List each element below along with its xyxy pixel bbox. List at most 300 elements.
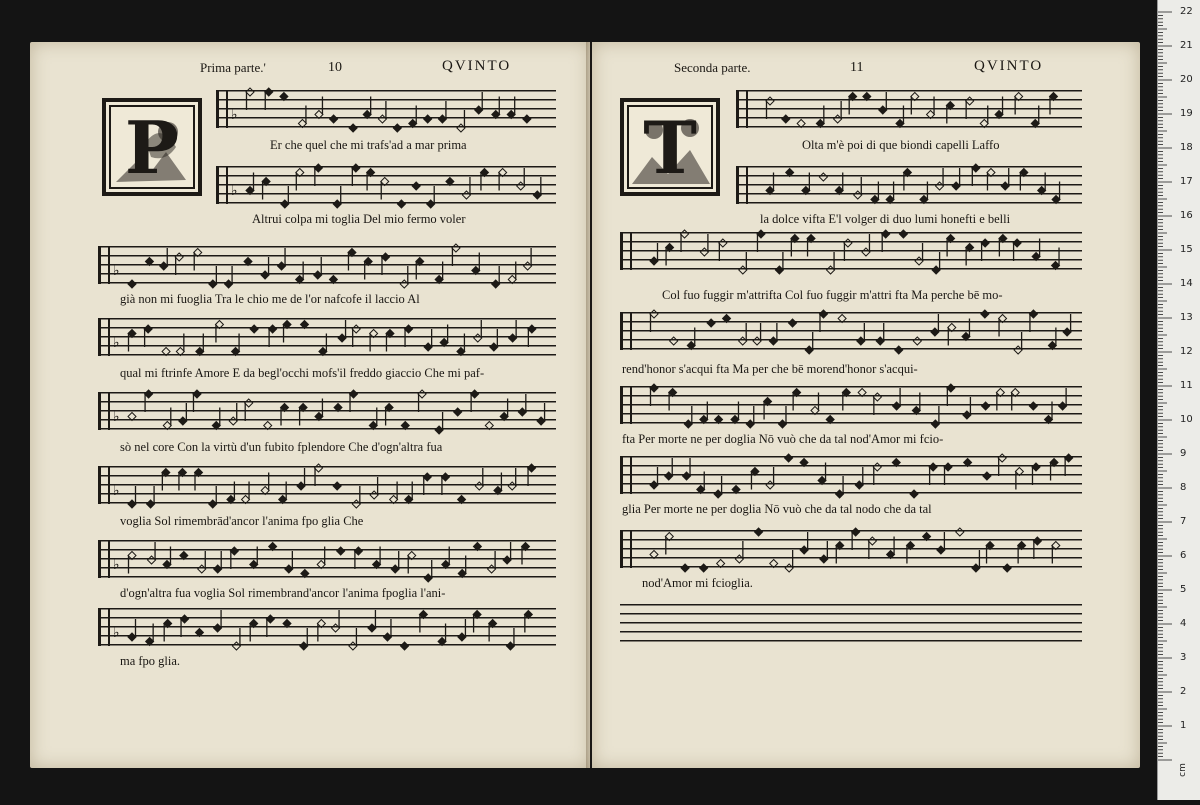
note-head — [409, 120, 417, 128]
note-head — [893, 402, 901, 410]
note-head — [400, 280, 408, 288]
note-head — [338, 334, 346, 342]
note-head — [1001, 182, 1009, 190]
note-head — [962, 333, 970, 341]
note-head — [378, 115, 386, 123]
note-head — [266, 615, 274, 623]
ruler-number: 10 — [1180, 414, 1193, 425]
note-head — [317, 620, 325, 628]
note-head — [458, 570, 466, 578]
note-head — [681, 564, 689, 572]
note-head — [687, 342, 695, 350]
note-head — [732, 486, 740, 494]
note-head — [517, 182, 525, 190]
note-head — [963, 411, 971, 419]
note-head — [987, 169, 995, 177]
note-head — [981, 239, 989, 247]
note-head — [650, 257, 658, 265]
note-head — [684, 420, 692, 428]
note-head — [857, 337, 865, 345]
ruler-number: 7 — [1180, 516, 1187, 527]
note-head — [910, 490, 918, 498]
note-head — [145, 258, 153, 266]
note-head — [179, 417, 187, 425]
note-head — [297, 482, 305, 490]
note-head — [245, 399, 253, 407]
note-head — [499, 169, 507, 177]
note-head — [775, 266, 783, 274]
staff: ♭ — [98, 608, 556, 646]
note-head — [920, 196, 928, 204]
note-head — [246, 88, 254, 96]
note-head — [800, 459, 808, 467]
note-head — [250, 325, 258, 333]
note-head — [670, 337, 678, 345]
note-head — [1015, 468, 1023, 476]
note-head — [397, 200, 405, 208]
note-head — [264, 422, 272, 430]
note-head — [707, 319, 715, 327]
ruler-number: 17 — [1180, 176, 1193, 187]
note-head — [931, 420, 939, 428]
note-head — [458, 633, 466, 641]
note-head — [766, 481, 774, 489]
note-head — [348, 249, 356, 257]
note-head — [862, 248, 870, 256]
lyric-line: fta Per morte ne per doglia Nō vuò che da tal nod'Amor mi fcio- — [622, 432, 944, 446]
note-head — [178, 469, 186, 477]
note-head — [1063, 328, 1071, 336]
note-head — [244, 258, 252, 266]
note-head — [225, 280, 233, 288]
note-head — [368, 624, 376, 632]
note-head — [811, 407, 819, 415]
note-head — [947, 235, 955, 243]
note-head — [435, 276, 443, 284]
note-head — [349, 124, 357, 132]
note-head — [480, 169, 488, 177]
note-head — [162, 469, 170, 477]
note-head — [700, 564, 708, 572]
note-head — [1031, 120, 1039, 128]
note-head — [1044, 416, 1052, 424]
note-head — [952, 182, 960, 190]
note-head — [363, 111, 371, 119]
staff: ♭ — [98, 466, 556, 504]
note-head — [1050, 459, 1058, 467]
note-head — [454, 408, 462, 416]
note-head — [315, 464, 323, 472]
note-head — [440, 339, 448, 347]
note-head — [473, 611, 481, 619]
note-head — [838, 315, 846, 323]
note-head — [929, 463, 937, 471]
note-head — [462, 191, 470, 199]
note-head — [278, 262, 286, 270]
note-head — [766, 97, 774, 105]
note-head — [523, 115, 531, 123]
lyric-line: la dolce vifta E'l volger di duo lumi honefti e belli — [760, 212, 1011, 226]
note-head — [524, 611, 532, 619]
note-head — [522, 543, 530, 551]
note-head — [373, 561, 381, 569]
note-head — [1029, 402, 1037, 410]
note-head — [764, 398, 772, 406]
note-head — [230, 547, 238, 555]
note-head — [1029, 310, 1037, 318]
note-head — [261, 271, 269, 279]
note-head — [995, 111, 1003, 119]
note-head — [981, 310, 989, 318]
note-head — [947, 384, 955, 392]
note-head — [508, 276, 516, 284]
right-part-title: Seconda parte. — [674, 60, 751, 75]
left-part-title: Prima parte.' — [200, 60, 266, 75]
initial-letter: T — [643, 104, 697, 190]
note-head — [299, 404, 307, 412]
note-head — [650, 384, 658, 392]
lyric-line: rend'honor s'acqui fta Ma per che bē morend'honor s'acqui- — [622, 362, 918, 376]
note-head — [1052, 196, 1060, 204]
note-head — [700, 248, 708, 256]
note-head — [972, 164, 980, 172]
note-head — [966, 244, 974, 252]
note-head — [390, 496, 398, 504]
note-head — [242, 496, 250, 504]
note-head — [162, 348, 170, 356]
note-head — [669, 389, 677, 397]
note-head — [300, 642, 308, 650]
note-head — [770, 560, 778, 568]
note-head — [227, 496, 235, 504]
note-head — [1048, 342, 1056, 350]
note-head — [537, 417, 545, 425]
note-head — [820, 555, 828, 563]
note-head — [279, 496, 287, 504]
note-head — [315, 111, 323, 119]
note-head — [852, 528, 860, 536]
note-head — [175, 253, 183, 261]
note-head — [194, 249, 202, 257]
note-head — [128, 552, 136, 560]
note-head — [836, 542, 844, 550]
note-head — [370, 491, 378, 499]
note-head — [471, 390, 479, 398]
note-head — [533, 191, 541, 199]
note-head — [435, 426, 443, 434]
right-voice-label: QVINTO — [974, 58, 1044, 74]
note-head — [937, 546, 945, 554]
lyric-line: Olta m'è poi di que biondi capelli Laffo — [802, 138, 1000, 152]
note-head — [441, 473, 449, 481]
note-head — [405, 496, 413, 504]
note-head — [739, 266, 747, 274]
note-head — [666, 244, 674, 252]
note-head — [863, 93, 871, 101]
note-head — [855, 481, 863, 489]
note-head — [665, 533, 673, 541]
note-head — [296, 169, 304, 177]
note-head — [819, 173, 827, 181]
ruler-number: 1 — [1180, 720, 1187, 731]
note-head — [802, 187, 810, 195]
note-head — [412, 182, 420, 190]
note-head — [871, 196, 879, 204]
lyric-line: Col fuo fuggir m'attrifta Col fuo fuggir m'attri fta Ma perche bē mo- — [662, 288, 1003, 302]
note-head — [391, 565, 399, 573]
note-head — [1052, 262, 1060, 270]
note-head — [980, 120, 988, 128]
note-head — [1032, 253, 1040, 261]
note-head — [719, 239, 727, 247]
note-head — [350, 390, 358, 398]
note-head — [892, 459, 900, 467]
note-head — [128, 280, 136, 288]
note-head — [896, 120, 904, 128]
note-head — [819, 310, 827, 318]
note-head — [886, 196, 894, 204]
note-head — [757, 230, 765, 238]
note-head — [982, 402, 990, 410]
note-head — [785, 454, 793, 462]
note-head — [352, 325, 360, 333]
staff: ♭ — [98, 540, 556, 578]
note-head — [458, 496, 466, 504]
note-head — [250, 561, 258, 569]
note-head — [528, 464, 536, 472]
note-head — [782, 115, 790, 123]
note-head — [1052, 542, 1060, 550]
note-head — [842, 389, 850, 397]
note-head — [438, 115, 446, 123]
note-head — [283, 321, 291, 329]
note-head — [868, 537, 876, 545]
note-head — [827, 266, 835, 274]
note-head — [1015, 93, 1023, 101]
note-head — [193, 390, 201, 398]
note-head — [650, 481, 658, 489]
note-head — [419, 611, 427, 619]
note-head — [349, 642, 357, 650]
lyric-line: voglia Sol rimembrād'ancor l'anima fpo glia Che — [120, 514, 364, 528]
ruler-number: 12 — [1180, 346, 1193, 357]
note-head — [700, 416, 708, 424]
note-head — [160, 262, 168, 270]
note-head — [849, 93, 857, 101]
ruler-ticks — [1158, 0, 1200, 800]
ruler-number: 19 — [1180, 108, 1193, 119]
note-head — [369, 422, 377, 430]
note-head — [791, 235, 799, 243]
note-head — [385, 404, 393, 412]
lyric-line: glia Per morte ne per doglia Nō vuò che da tal nodo che da tal — [622, 502, 932, 516]
note-head — [818, 477, 826, 485]
lyric-line: d'ogn'altra fua voglia Sol rimembrand'ancor l'anima fpoglia l'ani- — [120, 586, 446, 600]
note-head — [209, 500, 217, 508]
note-head — [895, 346, 903, 354]
lyric-line: già non mi fuoglia Tra le chio me de l'or nafcofe il laccio Al — [120, 292, 420, 306]
note-head — [393, 124, 401, 132]
note-head — [494, 487, 502, 495]
note-head — [873, 393, 881, 401]
note-head — [488, 565, 496, 573]
ruler-number: 15 — [1180, 244, 1193, 255]
note-head — [176, 348, 184, 356]
note-head — [269, 543, 277, 551]
note-head — [1020, 169, 1028, 177]
note-head — [805, 346, 813, 354]
note-head — [317, 561, 325, 569]
note-head — [751, 468, 759, 476]
note-head — [424, 574, 432, 582]
note-head — [298, 120, 306, 128]
note-head — [911, 93, 919, 101]
note-head — [506, 642, 514, 650]
note-head — [262, 178, 270, 186]
note-head — [903, 169, 911, 177]
note-head — [746, 420, 754, 428]
note-head — [1013, 239, 1021, 247]
note-head — [508, 482, 516, 490]
note-head — [314, 164, 322, 172]
note-head — [528, 325, 536, 333]
note-head — [128, 500, 136, 508]
lyric-line: Er che quel che mi trafs'ad a mar prima — [270, 138, 467, 152]
right-page-number: 11 — [850, 60, 864, 75]
note-head — [146, 638, 154, 646]
note-head — [246, 187, 254, 195]
left-voice-label: QVINTO — [442, 58, 512, 74]
note-head — [948, 324, 956, 332]
ruler-number: 11 — [1180, 380, 1193, 391]
ruler-number: 20 — [1180, 74, 1193, 85]
note-head — [753, 337, 761, 345]
note-head — [507, 111, 515, 119]
note-head — [923, 533, 931, 541]
note-head — [148, 556, 156, 564]
note-head — [964, 459, 972, 467]
ruler-number: 22 — [1180, 6, 1193, 17]
measuring-ruler — [1157, 0, 1200, 800]
note-head — [280, 93, 288, 101]
ruler-number: 6 — [1180, 550, 1187, 561]
note-head — [281, 404, 289, 412]
note-head — [128, 413, 136, 421]
lyric-line: nod'Amor mi fcioglia. — [642, 576, 753, 590]
note-head — [913, 337, 921, 345]
note-head — [232, 348, 240, 356]
ruler-number: 5 — [1180, 584, 1187, 595]
note-head — [936, 182, 944, 190]
staff: ♭ — [216, 90, 556, 128]
note-head — [145, 390, 153, 398]
note-head — [518, 408, 526, 416]
ruler-number: 14 — [1180, 278, 1193, 289]
note-head — [887, 551, 895, 559]
note-head — [164, 620, 172, 628]
note-head — [128, 330, 136, 338]
note-head — [972, 564, 980, 572]
note-head — [352, 500, 360, 508]
note-head — [503, 556, 511, 564]
note-head — [1032, 463, 1040, 471]
note-head — [766, 187, 774, 195]
note-head — [946, 102, 954, 110]
note-head — [269, 325, 277, 333]
note-head — [858, 389, 866, 397]
note-head — [931, 328, 939, 336]
note-head — [354, 547, 362, 555]
note-head — [739, 337, 747, 345]
note-head — [283, 620, 291, 628]
note-head — [715, 416, 723, 424]
note-head — [334, 404, 342, 412]
note-head — [492, 111, 500, 119]
ruler-number: 2 — [1180, 686, 1187, 697]
note-head — [944, 463, 952, 471]
note-head — [509, 334, 517, 342]
note-head — [956, 528, 964, 536]
ruler-number: 4 — [1180, 618, 1187, 629]
lyric-line: sò nel core Con la virtù d'un fubito fplendore Che d'ogn'altra fua — [120, 440, 443, 454]
staff: ♭ — [216, 166, 556, 204]
note-head — [650, 310, 658, 318]
note-head — [1038, 187, 1046, 195]
note-head — [401, 642, 409, 650]
note-head — [873, 463, 881, 471]
note-head — [665, 472, 673, 480]
note-head — [423, 473, 431, 481]
note-head — [475, 106, 483, 114]
note-head — [1049, 93, 1057, 101]
note-head — [778, 420, 786, 428]
note-head — [650, 551, 658, 559]
note-head — [333, 482, 341, 490]
note-head — [314, 271, 322, 279]
note-head — [301, 570, 309, 578]
note-head — [229, 417, 237, 425]
note-head — [329, 276, 337, 284]
note-head — [424, 343, 432, 351]
note-head — [364, 258, 372, 266]
note-head — [1003, 564, 1011, 572]
note-head — [717, 560, 725, 568]
note-head — [1065, 454, 1073, 462]
note-head — [474, 334, 482, 342]
note-head — [418, 390, 426, 398]
note-head — [401, 422, 409, 430]
note-head — [490, 343, 498, 351]
note-head — [1018, 542, 1026, 550]
note-head — [912, 407, 920, 415]
note-head — [999, 315, 1007, 323]
note-head — [524, 262, 532, 270]
lyric-line: qual mi ftrinfe Amore E da begl'occhi mofs'il freddo giaccio Che mi paf- — [120, 366, 485, 380]
note-head — [836, 490, 844, 498]
note-head — [196, 348, 204, 356]
note-head — [996, 389, 1004, 397]
note-head — [793, 389, 801, 397]
note-head — [807, 235, 815, 243]
note-head — [315, 413, 323, 421]
note-head — [906, 542, 914, 550]
note-head — [1014, 346, 1022, 354]
note-head — [966, 97, 974, 105]
ruler-number: 21 — [1180, 40, 1193, 51]
note-head — [899, 230, 907, 238]
note-head — [214, 565, 222, 573]
note-head — [180, 552, 188, 560]
